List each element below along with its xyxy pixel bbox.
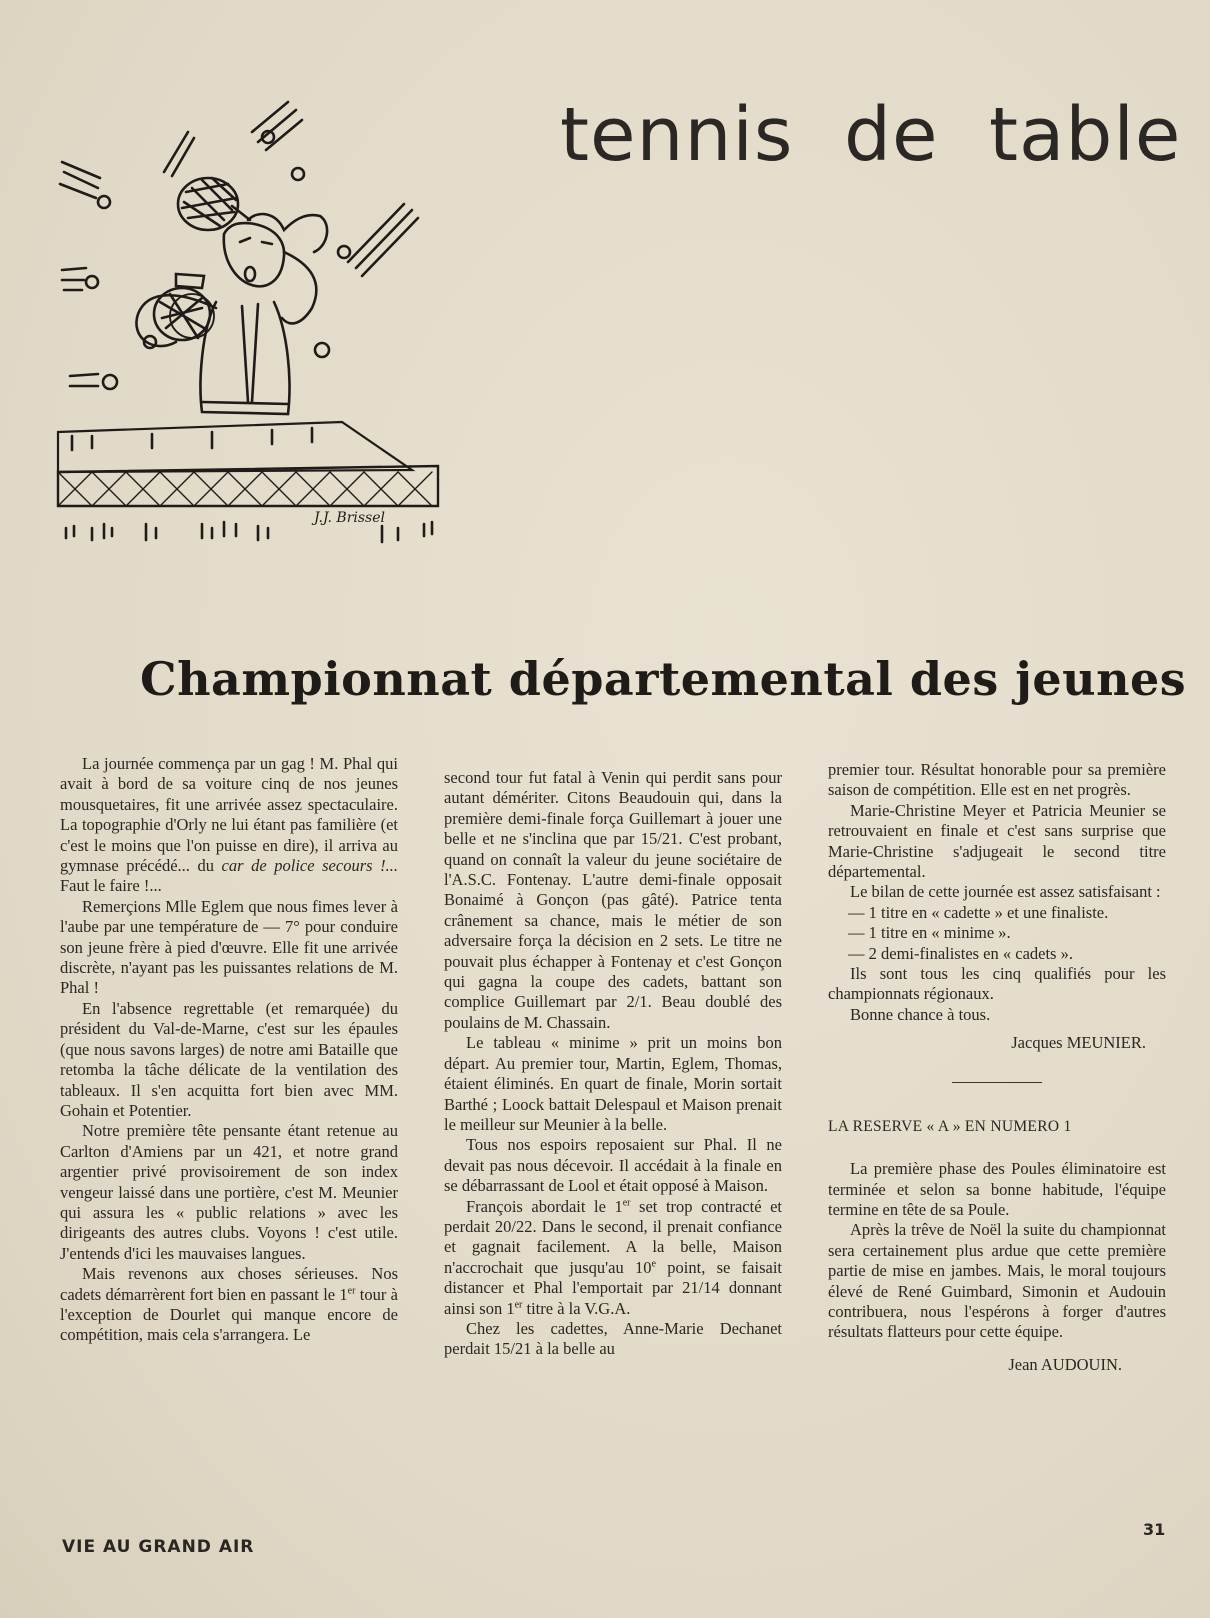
article-column-1 xyxy=(60,754,398,1346)
page-number: 31 xyxy=(1143,1520,1166,1539)
paragraph: Marie-Christine Meyer et Patricia Meunier se retrouvaient en finale et c'est sans surprise que Marie-Christine s'adjugeait le second titre départemental. xyxy=(828,800,1166,882)
paragraph: Chez les cadettes, Anne-Marie Dechanet perdait 15/21 à la belle au xyxy=(444,1318,782,1359)
paragraph: Le bilan de cette journée est assez satisfaisant : xyxy=(850,882,1161,902)
article-column-2 xyxy=(444,768,782,1360)
paragraph: François abordait le 1er set trop contracté et perdait 20/22. Dans le second, il prenait confiance et gagnait facilement. A la belle, Maison n'accrochait que jusqu'au 10e point, se faisait distancer et Phal l'emportait par 21/14 donnant ainsi son 1er titre à la V.G.A. xyxy=(444,1196,782,1318)
magazine-name: VIE AU GRAND AIR xyxy=(62,1537,255,1557)
results-list xyxy=(828,903,1166,964)
paragraph: Bonne chance à tous. xyxy=(850,1004,991,1024)
paragraph: En l'absence regrettable (et remarquée) du président du Val-de-Marne, c'est sur les épaules (que nous savons larges) de notre ami Bataille que retomba la tâche délicate de la ventilation des tableaux. Il s'en acquitta fort bien avec MM. Gohain et Potentier. xyxy=(60,998,398,1120)
illustration-signature: J.J. Brissel xyxy=(314,510,385,526)
paragraph: Après la trêve de Noël la suite du championnat sera certainement plus ardue que cette première partie de mise en jambes. Mais, le moral toujours élevé de René Guimbard, Simonin et Audouin contribuera, nous l'espérons à forger d'autres résultats flatteurs pour cette équipe. xyxy=(828,1220,1166,1342)
paragraph: Notre première tête pensante étant retenue au Carlton d'Amiens par un 421, et notre grand argentier privé provisoirement de son index vengeur laissé dans une portière, c'est M. Meunier qui assura les « public relations » avec les dirigeants des autres clubs. Voyons ! c'est utile. J'entends d'ici les mauvaises langues. xyxy=(60,1121,398,1263)
page-title: tennis de table xyxy=(560,92,1182,178)
paragraph: Ils sont tous les cinq qualifiés pour les championnats régionaux. xyxy=(828,964,1166,1004)
list-item: — 2 demi-finalistes en « cadets ». xyxy=(848,943,1073,963)
article-column-3 xyxy=(828,760,1166,1375)
paragraph: Mais revenons aux choses sérieuses. Nos cadets démarrèrent fort bien en passant le 1er tour à l'exception de Dourlet qui manque encore de compétition, mais cela s'arrangera. Le xyxy=(60,1264,398,1345)
paragraph: Remerçions Mlle Eglem que nous fimes lever à l'aube par une température de — 7° pour conduire son jeune frère à pied d'œuvre. Elle fit une arrivée discrète, n'ayant pas les puissantes relations de M. Phal ! xyxy=(60,896,398,998)
table-tennis-cartoon-illustration xyxy=(52,92,472,572)
author-signature: Jacques MEUNIER. xyxy=(1011,1033,1146,1053)
paragraph: La première phase des Poules éliminatoire est terminée et selon sa bonne habitude, l'équipe termine en tête de sa Poule. xyxy=(828,1159,1166,1219)
article-headline: Championnat départemental des jeunes xyxy=(140,652,1187,706)
section-heading: LA RESERVE « A » EN NUMERO 1 xyxy=(828,1117,1072,1135)
paragraph: La journée commença par un gag ! M. Phal qui avait à bord de sa voiture cinq de nos jeunes mousquetaires, fit une arrivée assez spectaculaire. La topographie d'Orly ne lui étant pas familière (et c'est le moins que l'on puisse en dire), il arriva au gymnase précédé... du car de police secours !... Faut le faire !... xyxy=(60,754,398,896)
list-item: — 1 titre en « minime ». xyxy=(848,923,1011,943)
paragraph: Tous nos espoirs reposaient sur Phal. Il ne devait pas nous décevoir. Il accédait à la finale en se débarrassant de Lool et était opposé à Maison. xyxy=(444,1135,782,1196)
paragraph: premier tour. Résultat honorable pour sa première saison de compétition. Elle est en net progrès. xyxy=(828,760,1166,800)
paragraph: Le tableau « minime » prit un moins bon départ. Au premier tour, Martin, Eglem, Thomas, étaient éliminés. En quart de finale, Morin sortait Barthé ; Loock battait Delespaul et Maison prenait le meilleur sur Meunier à la belle. xyxy=(444,1033,782,1134)
section-divider xyxy=(952,1082,1042,1083)
author-signature: Jean AUDOUIN. xyxy=(1008,1354,1122,1374)
list-item: — 1 titre en « cadette » et une finaliste. xyxy=(848,902,1109,922)
paragraph: second tour fut fatal à Venin qui perdit sans pour autant démériter. Citons Beaudouin qui, dans la première demi-finale força Guillemart à jouer une belle et ne s'inclina que par 15/21. C'est probant, quand on connaît la valeur du jeune sociétaire de l'A.S.C. Fontenay. L'autre demi-finale opposait Bonaimé à Gonçon (pas gâté). Patrice tenta crânement sa chance, mais le métier de son adversaire força la décision en 2 sets. Le titre ne pouvait plus échapper à Fontenay et c'est Gonçon qui gagna la coupe des cadets, battant son complice Guillemart par 2/1. Beau doublé des poulains de M. Chassain. xyxy=(444,768,782,1032)
